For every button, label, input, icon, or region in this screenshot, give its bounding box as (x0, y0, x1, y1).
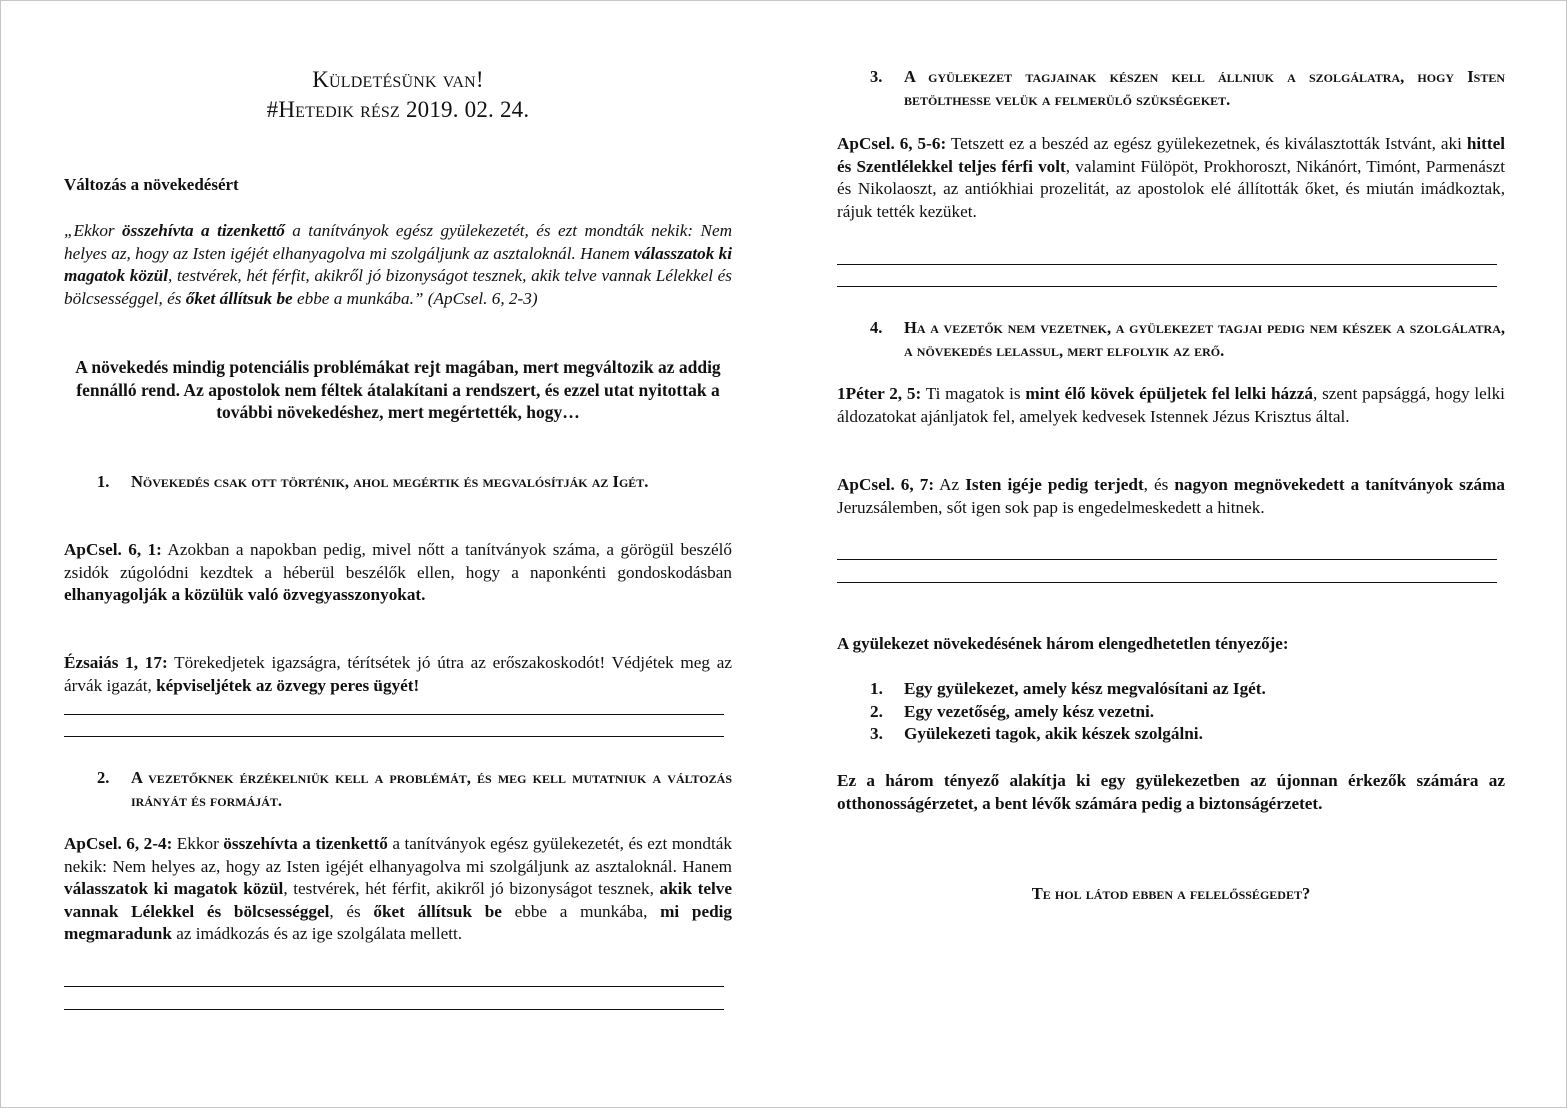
point-text: Növekedés csak ott történik, ahol megértik és megvalósítják az Igét. (131, 472, 649, 491)
verse-1peter-2-5: 1Péter 2, 5: Ti magatok is mint élő kövek épüljetek fel lelki házzá, szent papsággá, hogy lelki áldozatokat ajánljatok fel, amelyek kedvesek Istennek Jézus Krisztus által. (837, 384, 1505, 426)
section-heading: Változás a növekedésért (64, 175, 239, 194)
writing-line (837, 264, 1497, 265)
writing-line (837, 559, 1497, 560)
verse-apcsel-6-1: ApCsel. 6, 1: Azokban a napokban pedig, mivel nőtt a tanítványok száma, a görögül beszélő zsidók zúgolódni kezdtek a héberül beszélők ellen, hogy a naponkénti gondoskodásban elhanyagolják a közülük való özvegyasszonyokat. (64, 540, 732, 605)
writing-line (64, 714, 724, 715)
title-line-1: Küldetésünk van! (312, 67, 484, 92)
conclusion: Ez a három tényező alakítja ki egy gyülekezetben az újonnan érkezők számára az otthonosságérzetet, a bent lévők számára pedig a biztonságérzetet. (837, 771, 1505, 813)
title-line-2: #Hetedik rész 2019. 02. 24. (266, 97, 530, 122)
opening-quote: „Ekkor összehívta a tizenkettő a tanítványok egész gyülekezetét, és ezt mondták nekik: Nem helyes az, hogy az Isten igéjét elhanyagolva mi szolgáljunk az asztaloknál. Hanem válasszatok ki magatok közül, testvérek, hét férfit, akikről jó bizonyságot tesznek, akik telve vannak Lélekkel és bölcsességgel, és őket állítsuk be ebbe a munkába.” (ApCsel. 6, 2-3) (64, 221, 733, 308)
factors-heading: A gyülekezet növekedésének három elengedhetetlen tényezője: (837, 634, 1289, 653)
closing-question: Te hol látod ebben a felelősségedet? (1031, 884, 1311, 903)
writing-line (837, 286, 1497, 287)
factor-item: 1. Egy gyülekezet, amely kész megvalósítani az Igét. (870, 679, 1266, 698)
point-text: A vezetőknek érzékelniük kell a problémát, és meg kell mutatniuk a változás irányát és formáját. (131, 768, 732, 810)
verse-apcsel-6-7: ApCsel. 6, 7: Az Isten igéje pedig terjedt, és nagyon megnövekedett a tanítványok száma Jeruzsálemben, sőt igen sok pap is engedelmeskedett a hitnek. (837, 475, 1505, 517)
point-text: A gyülekezet tagjainak készen kell állniuk a szolgálatra, hogy Isten betölthesse velük a felmerülő szükségeket. (904, 67, 1505, 109)
point-number: 1. (97, 472, 110, 491)
verse-apcsel-6-5-6: ApCsel. 6, 5-6: Tetszett ez a beszéd az egész gyülekezetnek, és kiválasztották Istvánt, aki hittel és Szentlélekkel teljes férfi volt, valamint Fülöpöt, Prokhoroszt, Nikánórt, Timónt, Parmenászt és Nikolaoszt, az antiókhiai prozelitát, az apostolok elé állították őket, és miután imádkoztak, rájuk tették kezüket. (837, 134, 1505, 221)
verse-apcsel-6-2-4: ApCsel. 6, 2-4: Ekkor összehívta a tizenkettő a tanítványok egész gyülekezetét, és ezt mondták nekik: Nem helyes az, hogy az Isten igéjét elhanyagolva mi szolgáljunk az asztaloknál. Hanem válasszatok ki magatok közül, testvérek, hét férfit, akikről jó bizonyságot tesznek, akik telve vannak Lélekkel és bölcsességgel, és őket állítsuk be ebbe a munkába, mi pedig megmaradunk az imádkozás és az ige szolgálata mellett. (64, 834, 732, 944)
writing-line (837, 582, 1497, 583)
factors-list (870, 678, 1266, 746)
writing-line (64, 1009, 724, 1010)
factor-item: 3. Gyülekezeti tagok, akik készek szolgálni. (870, 724, 1203, 744)
point-4 (870, 316, 1505, 362)
point-number: 4. (870, 318, 883, 337)
writing-line (64, 986, 724, 987)
verse-ezsaias-1-17: Ézsaiás 1, 17: Törekedjetek igazságra, térítsétek jó útra az erőszakoskodót! Védjétek meg az árvák igazát, képviseljétek az özvegy peres ügyét! (64, 653, 732, 695)
point-2 (97, 766, 732, 812)
summary-statement: A növekedés mindig potenciális problémákat rejt magában, mert megváltozik az addig fennálló rend. Az apostolok nem féltek átalakítani a rendszert, és ezzel utat nyitottak a további növekedéshez, mert megértették, hogy… (75, 357, 721, 423)
point-number: 3. (870, 67, 883, 86)
point-1 (97, 470, 732, 493)
writing-line (64, 736, 724, 737)
factor-item: 2. Egy vezetőség, amely kész vezetni. (870, 701, 1155, 721)
point-number: 2. (97, 768, 110, 787)
point-text: Ha a vezetők nem vezetnek, a gyülekezet tagjai pedig nem készek a szolgálatra, a növekedés lelassul, mert elfolyik az erő. (904, 318, 1505, 360)
point-3 (870, 65, 1505, 111)
document-title (64, 65, 732, 125)
